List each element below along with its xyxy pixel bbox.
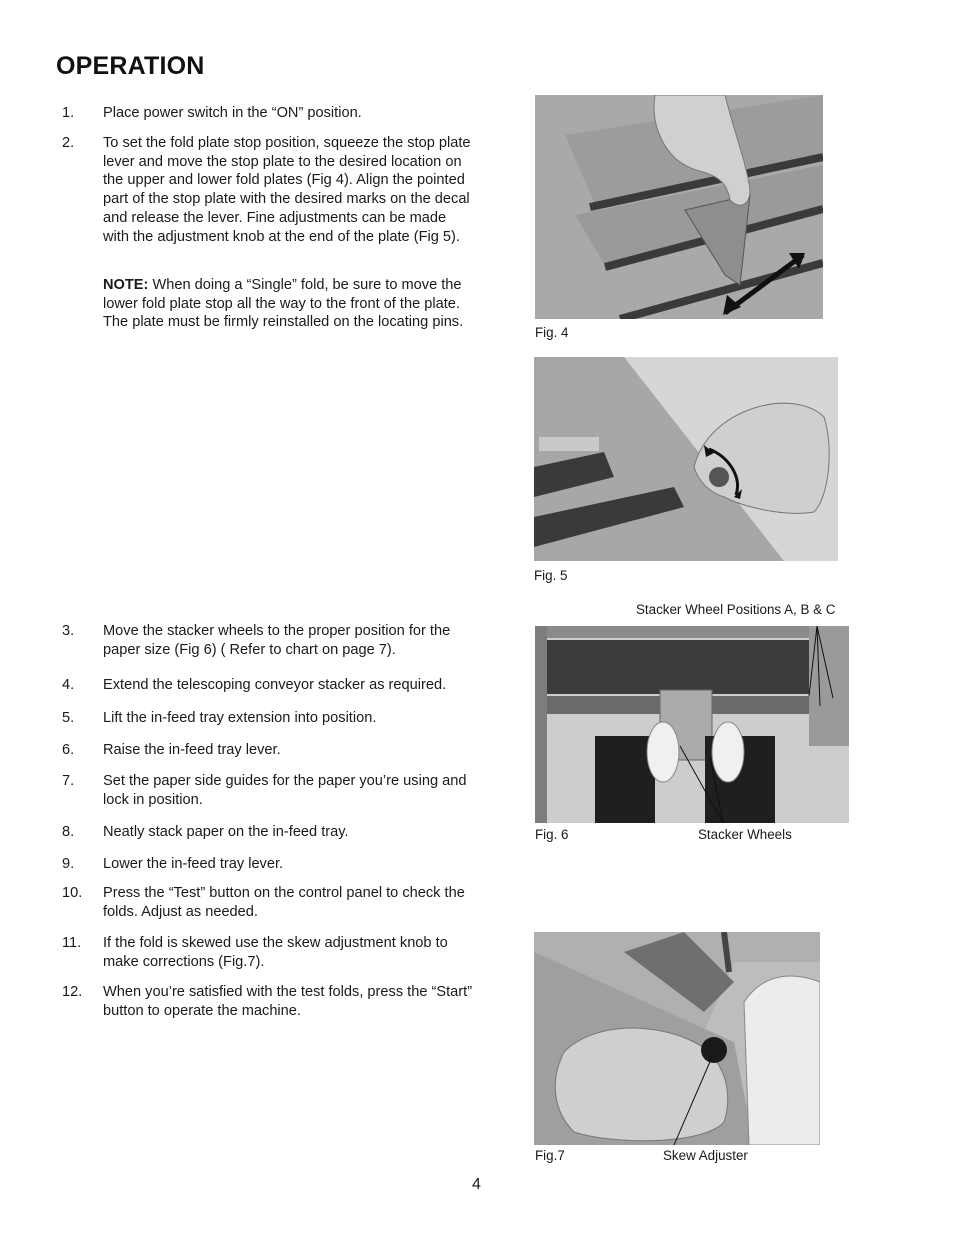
note-label: NOTE: <box>103 277 149 293</box>
fig6-label-top: Stacker Wheel Positions A, B & C <box>636 602 836 617</box>
page-title: OPERATION <box>56 52 205 80</box>
fig5-caption: Fig. 5 <box>534 568 568 583</box>
step-text: Lower the in-feed tray lever. <box>103 856 284 872</box>
step-text: Raise the in-feed tray lever. <box>103 742 281 758</box>
list-item <box>62 622 474 659</box>
fig4-photo <box>535 95 823 319</box>
step-text: Extend the telescoping conveyor stacker as required. <box>103 677 447 693</box>
fig7-photo <box>534 932 820 1145</box>
page-number: 4 <box>472 1176 481 1193</box>
step-number: 5. <box>62 710 75 726</box>
step-text: Move the stacker wheels to the proper position for the paper size (Fig 6) ( Refer to chart on page 7). <box>103 623 451 658</box>
list-item <box>62 823 474 842</box>
step-number: 4. <box>62 677 75 693</box>
step-number: 10. <box>62 885 83 901</box>
list-item <box>62 934 474 971</box>
step-number: 6. <box>62 742 75 758</box>
list-item <box>62 772 474 809</box>
step-number: 9. <box>62 856 75 872</box>
fig7-label: Skew Adjuster <box>663 1148 748 1163</box>
step-text: Press the “Test” button on the control panel to check the folds. Adjust as needed. <box>103 885 465 920</box>
step-number: 12. <box>62 984 83 1000</box>
step-text: When you’re satisfied with the test folds, press the “Start” button to operate the machine. <box>103 984 473 1019</box>
fig6-label-bottom: Stacker Wheels <box>698 827 792 842</box>
list-item <box>62 855 474 874</box>
step-text: Lift the in-feed tray extension into position. <box>103 710 377 726</box>
list-item <box>62 676 474 695</box>
fig4-caption: Fig. 4 <box>535 325 569 340</box>
step-number: 2. <box>62 135 75 151</box>
list-item <box>62 741 474 760</box>
step-number: 11. <box>62 935 82 951</box>
list-item <box>62 983 474 1020</box>
step-text: Set the paper side guides for the paper you’re using and lock in position. <box>103 773 467 808</box>
step-number: 8. <box>62 824 75 840</box>
list-item <box>62 884 474 921</box>
fig6-photo <box>535 626 849 823</box>
fig6-caption: Fig. 6 <box>535 827 569 842</box>
fig7-caption: Fig.7 <box>535 1148 565 1163</box>
step-number: 3. <box>62 623 75 639</box>
note-paragraph <box>103 276 473 332</box>
step-text: To set the fold plate stop position, squeeze the stop plate lever and move the stop plate to the desired location on the upper and lower fold plates (Fig 4). Align the pointed part of the stop plate with the desired marks on the decal and release the lever. Fine adjustments can be made with the adjustment knob at the end of the plate (Fig 5). <box>103 135 471 245</box>
list-item <box>62 104 474 123</box>
list-item <box>62 134 474 246</box>
list-item <box>62 709 474 728</box>
step-number: 7. <box>62 773 75 789</box>
step-text: If the fold is skewed use the skew adjustment knob to make corrections (Fig.7). <box>103 935 448 970</box>
step-text: Place power switch in the “ON” position. <box>103 105 362 121</box>
note-text: When doing a “Single” fold, be sure to move the lower fold plate stop all the way to the front of the plate. The plate must be firmly reinstalled on the locating pins. <box>103 277 464 331</box>
fig5-photo <box>534 357 838 561</box>
step-text: Neatly stack paper on the in-feed tray. <box>103 824 349 840</box>
step-number: 1. <box>62 105 75 121</box>
